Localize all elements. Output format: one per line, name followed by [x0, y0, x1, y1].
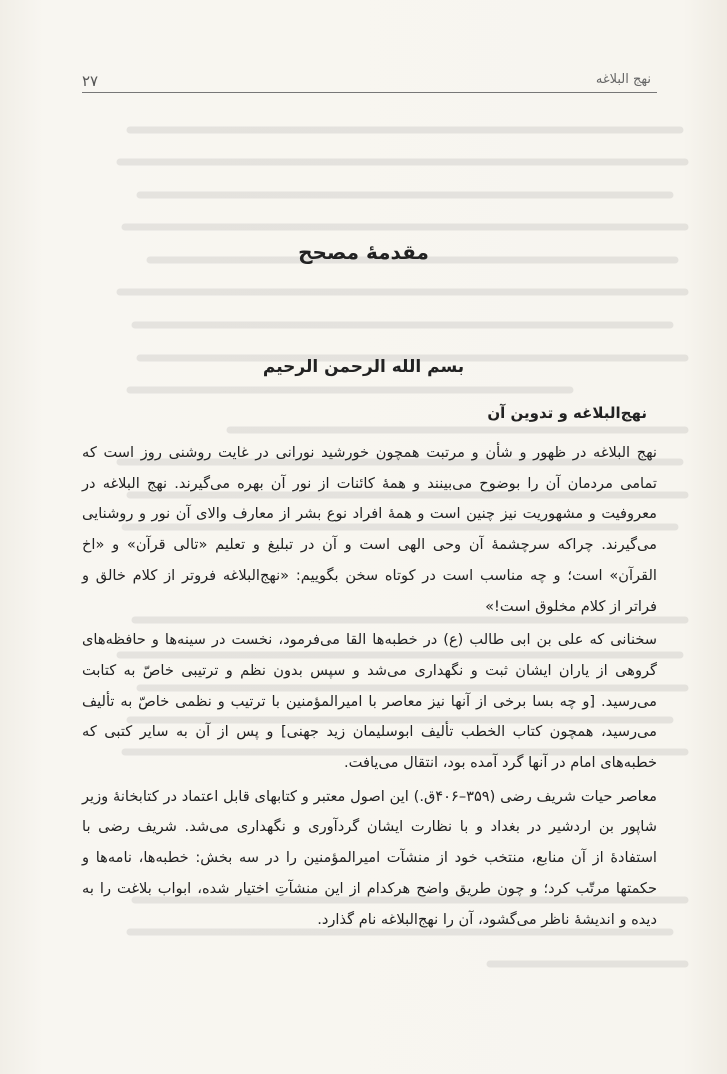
paragraph-2: سخنانی که علی بن ابی طالب (ع) در خطبه‌ها القا می‌فرمود، نخست در سینه‌ها و حافظه‌های گروهی از یاران ایشان ثبت و نگهداری می‌شد و سپس بدون نظم و ترتیبی خاصّ به کتابت می‌رسید. [و چه بسا برخی از آنها نیز معاصر با امیرالمؤمنین با ترتیب و نظمی خاصّ به تألیف می‌رسید، همچون کتاب الخطب تألیف ابوسلیمان زید جهنی] و پس از آن به سایر کتبی که خطبه‌های امام در آنها گرد آمده بود، انتقال می‌یافت. [82, 631, 657, 772]
chapter-title: مقدمهٔ مصحح [298, 240, 429, 264]
paragraph-1: نهج البلاغه در ظهور و شأن و مرتبت همچون خورشید نورانی در غایت روشنی روز است که تمامی مردمان آن را بوضوح می‌بینند و همهٔ کائنات از نور آن بهره می‌گیرند. نهج البلاغه در معروفیت و مشهوریت نیز چنین است و همهٔ افراد نوع بشر از معارف والای آن نور و روشنایی می‌گیرند. چراکه سرچشمهٔ آن وحی الهی است و آن در تبلیغ و تعلیم «تالی قرآن» و «اخ القرآن» است؛ و چه مناسب است در کوتاه سخن بگوییم: «نهج‌البلاغه فروتر از کلام خالق و فراتر از کلام مخلوق است!» [82, 444, 657, 615]
section-heading: نهج‌البلاغه و تدوین آن [487, 404, 647, 422]
running-head: نهج البلاغه [595, 72, 651, 87]
header-rule [82, 92, 657, 93]
page-number: ۲۷ [82, 72, 99, 90]
paragraph-3: معاصر حیات شریف رضی (۳۵۹–۴۰۶ق.) این اصول معتبر و کتابهای قابل اعتماد در کتابخانهٔ وزیر شاپور بن اردشیر در بغداد و با نظارت ایشان گردآوری و نگهداری می‌شد. شریف رضی با استفادهٔ از آن منابع، منتخب خود از منشآت امیرالمؤمنین را در سه بخش: خطبه‌ها، نامه‌ها و حکمتها مرتّب کرد؛ و چون طریق واضح هرکدام از این منشآتِ اختیار شده، ابواب بلاغت را به دیده و اندیشهٔ ناظر می‌گشود، آن را نهج‌البلاغه نام گذارد. [82, 787, 657, 928]
body-text [82, 438, 657, 935]
basmala: بسم الله الرحمن الرحیم [262, 357, 465, 377]
